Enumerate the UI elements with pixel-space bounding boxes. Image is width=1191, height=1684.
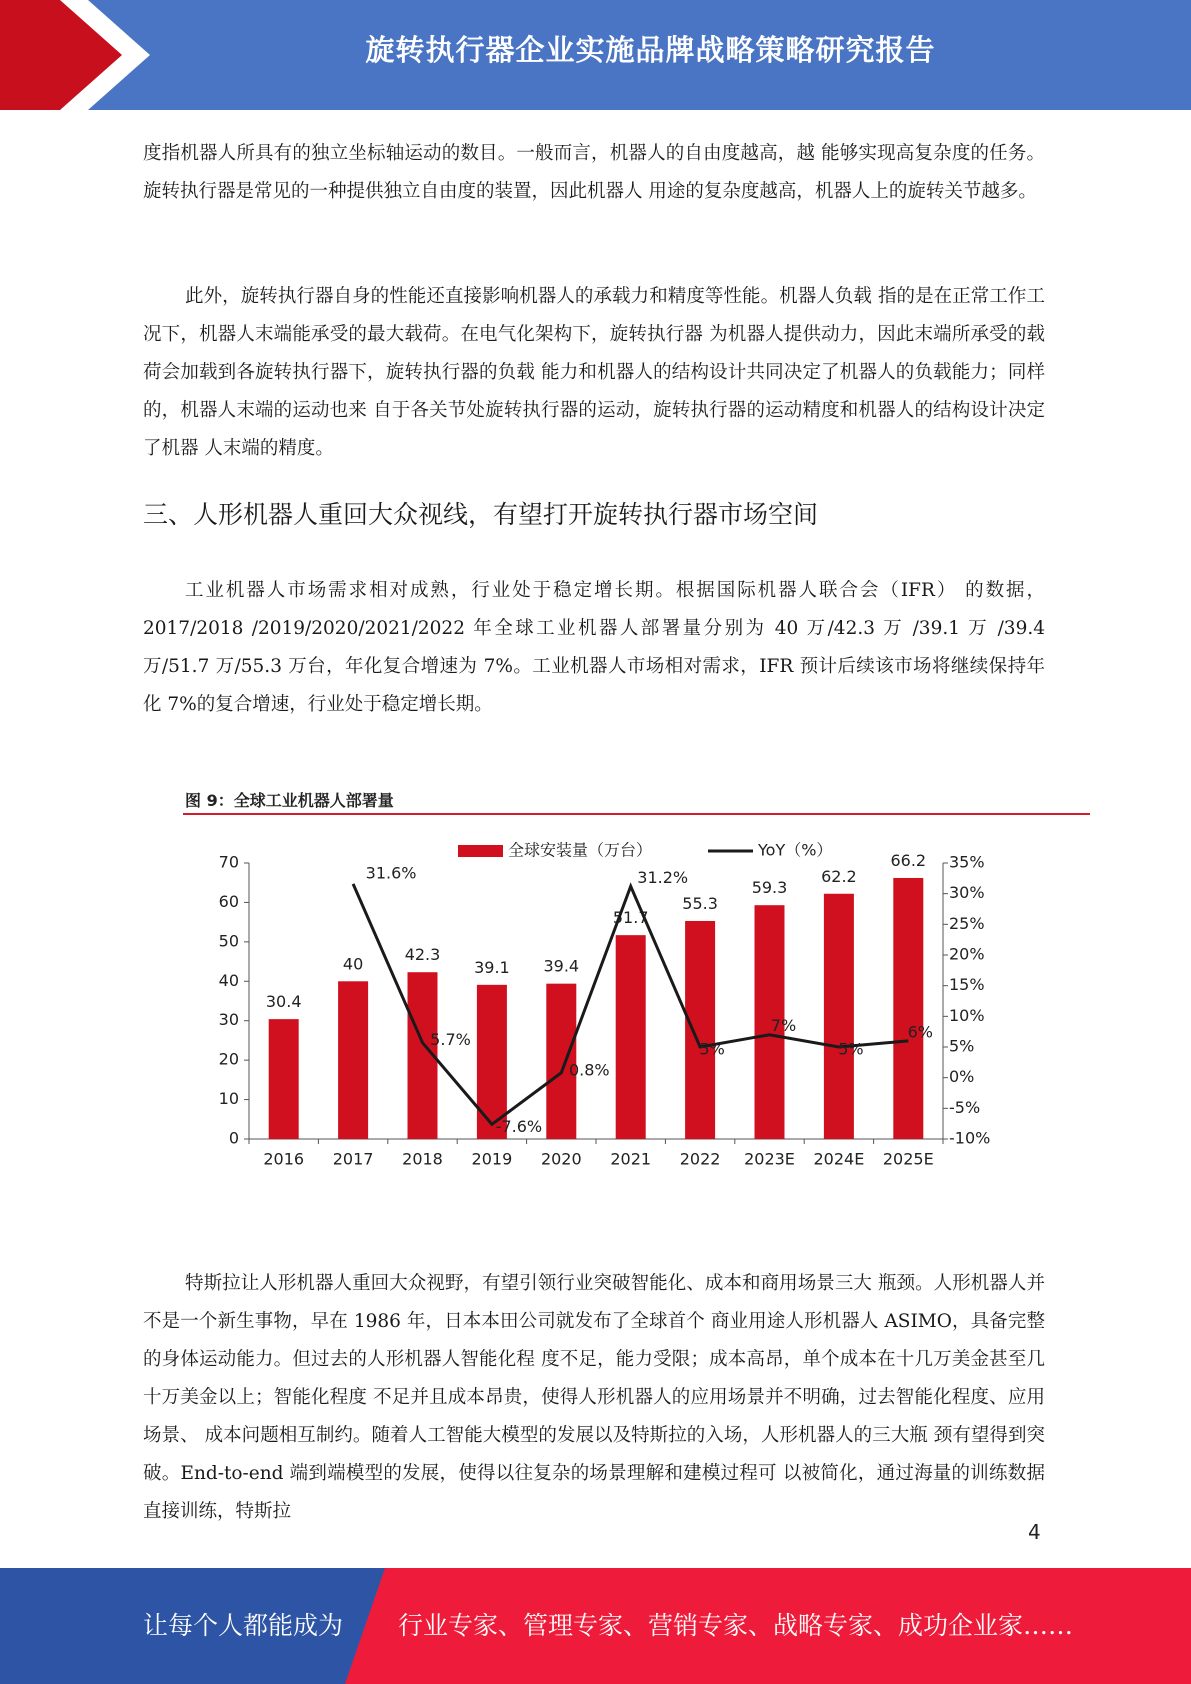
x-tick-label: 2018 — [402, 1149, 443, 1169]
x-tick-label: 2024E — [813, 1149, 865, 1169]
bar-value-label: 66.2 — [890, 850, 927, 870]
y-left-tick-label: 40 — [218, 970, 239, 990]
bar-2024E — [824, 894, 854, 1139]
paragraph-4 — [143, 1265, 1045, 1531]
y-left-tick-label: 30 — [218, 1010, 239, 1030]
y-right-tick-label: 35% — [949, 852, 985, 872]
legend-label-line: YoY（%） — [758, 840, 833, 860]
yoy-point-label: 5.7% — [430, 1030, 471, 1050]
y-left-tick-label: 0 — [228, 1128, 239, 1148]
yoy-point-label: 6% — [907, 1022, 933, 1042]
bar-value-label: 55.3 — [682, 893, 718, 913]
paragraph-3 — [143, 572, 1045, 724]
y-right-tick-label: 15% — [949, 975, 985, 995]
paragraph-text: 特斯拉让人形机器人重回大众视野，有望引领行业突破智能化、成本和商用场景三大 瓶颈。人形机器人并不是一个新生事物，早在 1986 年，日本本田公司就发布了全球首个 商业用途人形机器人 ASIMO，具备完整的身体运动能力。但过去的人形机器人智能化程 度不足，能力受限；成本高昂，单个成本在十几万美金甚至几十万美金以上；智能化程度 不足并且成本昂贵，使得人形机器人的应用场景并不明确，过去智能化程度、应用场景、 成本问题相互制约。随着人工智能大模型的发展以及特斯拉的入场，人形机器人的三大瓶 颈有望得到突破。End-to-end 端到端模型的发展，使得以往复杂的场景理解和建模过程可 以被简化，通过海量的训练数据直接训练，特斯拉 — [143, 1273, 1045, 1522]
bar-value-label: 39.4 — [543, 956, 580, 976]
legend-swatch-bar — [458, 845, 503, 857]
y-right-tick-label: -5% — [949, 1097, 981, 1117]
bar-value-label: 59.3 — [751, 878, 788, 898]
bar-2016 — [269, 1019, 299, 1139]
footer-slogan-left: 让每个人都能成为 — [143, 1611, 344, 1640]
legend-label-bar: 全球安装量（万台） — [508, 840, 653, 860]
x-tick-label: 2020 — [540, 1149, 582, 1169]
yoy-point-label: 5% — [838, 1039, 864, 1059]
y-right-tick-label: 20% — [949, 944, 985, 964]
bar-2021 — [616, 935, 646, 1139]
yoy-point-label: 31.2% — [637, 867, 689, 887]
bar-value-label: 42.3 — [404, 945, 441, 965]
paragraph-1 — [143, 135, 1045, 211]
bar-2025E — [893, 878, 923, 1139]
y-left-tick-label: 20 — [218, 1049, 239, 1069]
bar-value-label: 30.4 — [265, 992, 302, 1012]
y-right-tick-label: 10% — [949, 1005, 985, 1025]
x-tick-label: 2019 — [471, 1149, 513, 1169]
x-tick-label: 2021 — [610, 1149, 652, 1169]
page-header — [0, 0, 1191, 110]
bar-2017 — [338, 981, 368, 1139]
figure-9 — [183, 780, 1095, 1185]
header-title: 旋转执行器企业实施品牌战略策略研究报告 — [365, 33, 936, 67]
bar-2022 — [685, 921, 715, 1139]
bar-value-label: 62.2 — [821, 866, 857, 886]
x-tick-label: 2016 — [263, 1149, 305, 1169]
footer-slogan-right: 行业专家、管理专家、营销专家、战略专家、成功企业家…… — [398, 1611, 1074, 1640]
bar-value-label: 51.7 — [612, 908, 649, 928]
x-tick-label: 2025E — [882, 1149, 934, 1169]
page-footer — [0, 1568, 1191, 1684]
yoy-point-label: 31.6% — [365, 863, 417, 883]
paragraph-text: 度指机器人所具有的独立坐标轴运动的数目。一般而言，机器人的自由度越高，越 能够实现高复杂度的任务。旋转执行器是常见的一种提供独立自由度的装置，因此机器人 用途的复杂度越高，机器人上的旋转关节越多。 — [143, 143, 1045, 202]
yoy-point-label: 7% — [770, 1016, 797, 1036]
y-right-tick-label: 25% — [949, 913, 985, 933]
paragraph-2 — [143, 278, 1045, 468]
bar-line-chart — [183, 780, 1095, 1185]
y-right-tick-label: 30% — [949, 883, 985, 903]
y-right-tick-label: 0% — [949, 1067, 975, 1087]
paragraph-text: 此外，旋转执行器自身的性能还直接影响机器人的承载力和精度等性能。机器人负载 指的是在正常工作工况下，机器人末端能承受的最大载荷。在电气化架构下，旋转执行器 为机器人提供动力，因此末端所承受的载荷会加载到各旋转执行器下，旋转执行器的负载 能力和机器人的结构设计共同决定了机器人的负载能力；同样的，机器人末端的运动也来 自于各关节处旋转执行器的运动，旋转执行器的运动精度和机器人的结构设计决定了机器 人末端的精度。 — [143, 286, 1045, 459]
paragraph-text: 工业机器人市场需求相对成熟，行业处于稳定增长期。根据国际机器人联合会（IFR） 的数据，2017/2018 /2019/2020/2021/2022 年全球工业机器人部署量分别为 40 万/42.3 万 /39.1 万 /39.4 万/51.7 万/55.3 万台，年化复合增速为 7%。工业机器人市场相对需求，IFR 预计后续该市场将继续保持年化 7%的复合增速，行业处于稳定增长期。 — [143, 580, 1045, 715]
x-tick-label: 2023E — [744, 1149, 795, 1169]
y-left-tick-label: 10 — [218, 1089, 239, 1109]
x-tick-label: 2022 — [679, 1149, 721, 1169]
y-left-tick-label: 70 — [218, 852, 239, 872]
bar-value-label: 40 — [342, 954, 364, 974]
figure-title: 图 9：全球工业机器人部署量 — [185, 791, 394, 810]
yoy-point-label: 5% — [699, 1039, 725, 1059]
y-right-tick-label: -10% — [949, 1128, 991, 1148]
y-left-tick-label: 60 — [218, 891, 239, 911]
yoy-point-label: 0.8% — [568, 1060, 610, 1080]
x-tick-label: 2017 — [332, 1149, 374, 1169]
bar-value-label: 39.1 — [474, 957, 510, 977]
yoy-point-label: -7.6% — [495, 1116, 543, 1136]
section-heading: 三、人形机器人重回大众视线，有望打开旋转执行器市场空间 — [143, 500, 819, 529]
page-number: 4 — [1028, 1520, 1041, 1544]
y-right-tick-label: 5% — [949, 1036, 975, 1056]
y-left-tick-label: 50 — [218, 931, 239, 951]
